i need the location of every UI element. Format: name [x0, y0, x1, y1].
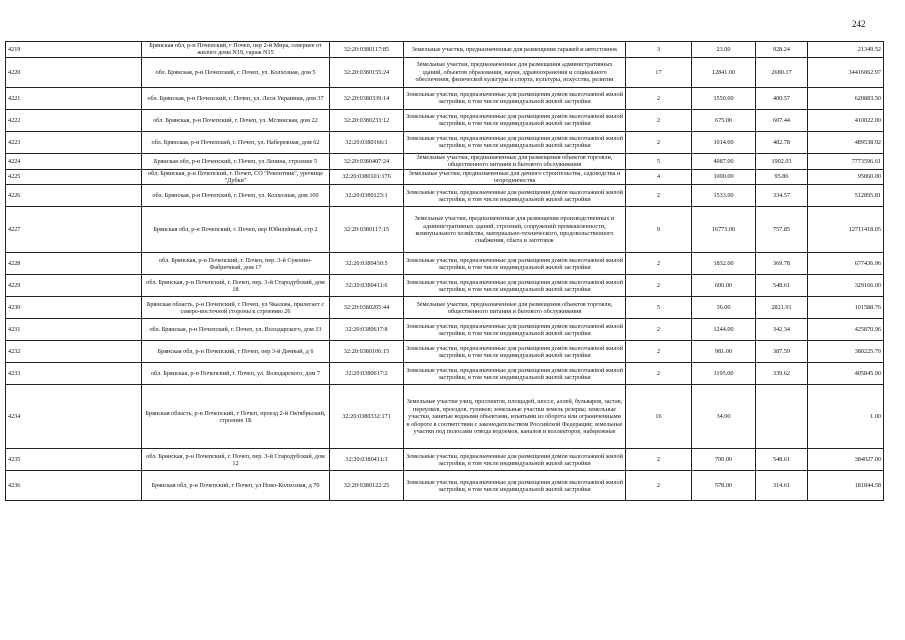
cadastral-value-cell: 181844.58: [808, 471, 884, 501]
record-number: 4223: [6, 131, 142, 153]
cadastral-number-cell: 32:20:0380430:5: [330, 253, 404, 275]
land-use-cell: Земельные участки, предназначенные для размещения гаражей и автостоянок: [404, 42, 626, 58]
area-cell: 1014.00: [692, 131, 756, 153]
address-cell: обл. Брянская, р-н Почепский, г. Почеп, ул. Мглинская, дом 22: [142, 109, 330, 131]
address-cell: Брянская область, р-н Почепский, г Почеп, проезд 2-й Октябрьский, строение 1Б: [142, 385, 330, 449]
use-group-cell: 2: [626, 363, 692, 385]
land-use-cell: Земельные участки, предназначенные для размещения домов малоэтажной жилой застройки, в том числе индивидуальной жилой застройки: [404, 275, 626, 297]
land-use-cell: Земельные участки, предназначенные для размещения производственных и административных зданий, строений, сооружений промышленности, коммунального хозяйства, материально-технического, продовольственного снабжения, сбыта и заготовок: [404, 207, 626, 253]
cadastral-number-cell: 32:20:0380332:171: [330, 385, 404, 449]
record-number: 4219: [6, 42, 142, 58]
area-cell: 34.00: [692, 385, 756, 449]
cadastral-number-cell: 32:20:0380117:85: [330, 42, 404, 58]
use-group-cell: 2: [626, 109, 692, 131]
unit-value-cell: 548.61: [756, 275, 808, 297]
record-number: 4229: [6, 275, 142, 297]
use-group-cell: 2: [626, 471, 692, 501]
unit-value-cell: 95.86: [756, 169, 808, 185]
address-cell: обл. Брянская, р-н Почепский, г. Почеп, пер. 3-й Стародубский, дом 12: [142, 449, 330, 471]
table-row: [6, 185, 884, 207]
use-group-cell: 2: [626, 131, 692, 153]
cadastral-number-cell: 32:20:0380166:1: [330, 131, 404, 153]
cadastral-value-cell: 620883.50: [808, 87, 884, 109]
unit-value-cell: 342.34: [756, 319, 808, 341]
use-group-cell: 2: [626, 185, 692, 207]
use-group-cell: 2: [626, 87, 692, 109]
table-row: [6, 42, 884, 58]
unit-value-cell: [756, 385, 808, 449]
area-cell: 1533.00: [692, 185, 756, 207]
use-group-cell: 3: [626, 42, 692, 58]
cadastral-number-cell: 32:20:0380617:2: [330, 363, 404, 385]
unit-value-cell: 339.62: [756, 363, 808, 385]
cadastral-number-cell: 32:20:0380617:8: [330, 319, 404, 341]
table-row: [6, 471, 884, 501]
cadastral-number-cell: 32:20:0380122:25: [330, 471, 404, 501]
area-cell: 1550.00: [692, 87, 756, 109]
table-row: [6, 131, 884, 153]
use-group-cell: 2: [626, 253, 692, 275]
cadastral-value-cell: 95860.00: [808, 169, 884, 185]
record-number: 4233: [6, 363, 142, 385]
address-cell: Брянская обл, р-н Почепский, г Почеп, пер 3-й Дачный, д 6: [142, 341, 330, 363]
record-number: 4222: [6, 109, 142, 131]
cadastral-value-cell: 512895.81: [808, 185, 884, 207]
unit-value-cell: 400.57: [756, 87, 808, 109]
address-cell: обл. Брянская, р-н Почепский, г. Почеп, пер. 3-й Суконно-Фабричный, дом 17: [142, 253, 330, 275]
table-row: [6, 275, 884, 297]
record-number: 4236: [6, 471, 142, 501]
table-row: [6, 385, 884, 449]
table-row: [6, 153, 884, 169]
address-cell: обл. Брянская, р-н Почепский, г. Почеп, ул. Леси Украинки, дом 37: [142, 87, 330, 109]
unit-value-cell: 482.78: [756, 131, 808, 153]
land-use-cell: Земельные участки, предназначенные для размещения домов малоэтажной жилой застройки, в том числе индивидуальной жилой застройки: [404, 363, 626, 385]
record-number: 4226: [6, 185, 142, 207]
cadastral-number-cell: 32:20:0380233:12: [330, 109, 404, 131]
area-cell: 4087.00: [692, 153, 756, 169]
address-cell: Брянская обл, р-н Почепский, г Почеп, ул Ново-Колхозная, д 70: [142, 471, 330, 501]
cadastral-number-cell: 32:20:0380411:6: [330, 275, 404, 297]
area-cell: 578.00: [692, 471, 756, 501]
area-cell: 675.00: [692, 109, 756, 131]
record-number: 4225: [6, 169, 142, 185]
table-row: [6, 87, 884, 109]
cadastral-value-cell: 101588.76: [808, 297, 884, 319]
area-cell: 1195.00: [692, 363, 756, 385]
land-use-cell: Земельные участки, предназначенные для размещения домов малоэтажной жилой застройки, в том числе индивидуальной жилой застройки: [404, 185, 626, 207]
record-number: 4221: [6, 87, 142, 109]
cadastral-number-cell: 32:20:0380205:44: [330, 297, 404, 319]
address-cell: обл. Брянская, р-н Почепский, г. Почеп, ул. Володарского, дом 7: [142, 363, 330, 385]
land-use-cell: Земельные участки, предназначенные для размещения домов малоэтажной жилой застройки, в том числе индивидуальной жилой застройки: [404, 449, 626, 471]
land-use-cell: Земельные участки, предназначенные для дачного строительства, садоводства и огородничества: [404, 169, 626, 185]
use-group-cell: 4: [626, 169, 692, 185]
record-number: 4235: [6, 449, 142, 471]
land-use-cell: Земельные участки, предназначенные для размещения домов малоэтажной жилой застройки, в том числе индивидуальной жилой застройки: [404, 109, 626, 131]
land-use-cell: Земельные участки, предназначенные для размещения объектов торговли, общественного питания и бытового обслуживания: [404, 297, 626, 319]
area-cell: 1244.00: [692, 319, 756, 341]
cadastral-value-cell: 12711418.05: [808, 207, 884, 253]
area-cell: 1832.00: [692, 253, 756, 275]
land-use-cell: Земельные участки, предназначенные для размещения домов малоэтажной жилой застройки, в том числе индивидуальной жилой застройки: [404, 131, 626, 153]
cadastral-value-cell: 405845.90: [808, 363, 884, 385]
table-row: [6, 449, 884, 471]
cadastral-value-cell: 425870.96: [808, 319, 884, 341]
record-number: 4224: [6, 153, 142, 169]
unit-value-cell: 387.59: [756, 341, 808, 363]
cadastral-value-cell: 7773596.61: [808, 153, 884, 169]
area-cell: 16773.00: [692, 207, 756, 253]
land-use-cell: Земельные участки, предназначенные для размещения домов малоэтажной жилой застройки, в том числе индивидуальной жилой застройки: [404, 471, 626, 501]
unit-value-cell: 314.61: [756, 471, 808, 501]
address-cell: обл. Брянская, р-н Почепский, г. Почеп, ул. Колхозная, дом 5: [142, 57, 330, 87]
cadastral-number-cell: 32:20:0380339:14: [330, 87, 404, 109]
cadastral-value-cell: 329166.00: [808, 275, 884, 297]
table-row: [6, 297, 884, 319]
land-use-cell: Земельные участки, предназначенные для размещения домов малоэтажной жилой застройки, в том числе индивидуальной жилой застройки: [404, 319, 626, 341]
cadastral-number-cell: 32:20:0380407:24: [330, 153, 404, 169]
cadastral-number-cell: 32:20:0380123:1: [330, 185, 404, 207]
record-number: 4230: [6, 297, 142, 319]
table-row: [6, 207, 884, 253]
cadastral-number-cell: 32:20:0380117:15: [330, 207, 404, 253]
use-group-cell: 5: [626, 297, 692, 319]
use-group-cell: 9: [626, 207, 692, 253]
cadastral-value-cell: 410022.00: [808, 109, 884, 131]
record-number: 4231: [6, 319, 142, 341]
cadastral-number-cell: 32:20:0380106:15: [330, 341, 404, 363]
address-cell: обл. Брянская, р-н Почепский, г. Почеп, ул. Набережная, дом 62: [142, 131, 330, 153]
area-cell: 23.00: [692, 42, 756, 58]
record-number: 4220: [6, 57, 142, 87]
cadastral-value-cell: 380225.79: [808, 341, 884, 363]
use-group-cell: 17: [626, 57, 692, 87]
address-cell: обл. Брянская, р-н Почепский, г. Почеп, ул. Колхозная, дом 100: [142, 185, 330, 207]
record-number: 4234: [6, 385, 142, 449]
address-cell: Брянская обл, р-н Почепский, г Почеп, пер 2-й Мира, севернее от жилого дома N19, гараж N15: [142, 42, 330, 58]
address-cell: Брянская обл, р-н Почепский, г. Почеп, ул Ленина, строение 5: [142, 153, 330, 169]
area-cell: 981.00: [692, 341, 756, 363]
cadastral-number-cell: 32:20:0380101:176: [330, 169, 404, 185]
land-use-cell: Земельные участки улиц, проспектов, площадей, шоссе, аллей, бульваров, застав, переулков, проездов, тупиков; земельные участки земель резерва; земельные участки, занятые водными объектами, изъятыми из оборота или ограниченными в обороте в соответствии с законодательством Российской Федерации; земельные участки под полосами отвода водоемов, каналов и коллекторов, набережные: [404, 385, 626, 449]
land-use-cell: Земельные участки, предназначенные для размещения домов малоэтажной жилой застройки, в том числе индивидуальной жилой застройки: [404, 253, 626, 275]
unit-value-cell: 369.78: [756, 253, 808, 275]
unit-value-cell: 607.44: [756, 109, 808, 131]
table-row: [6, 109, 884, 131]
use-group-cell: 2: [626, 275, 692, 297]
use-group-cell: 2: [626, 319, 692, 341]
cadastral-value-cell: 489538.92: [808, 131, 884, 153]
address-cell: Брянская обл, р-н Почепский, г. Почеп, пер Юбилейный, стр 2: [142, 207, 330, 253]
cadastral-number-cell: 32:20:0380411:3: [330, 449, 404, 471]
area-cell: 12841.00: [692, 57, 756, 87]
unit-value-cell: 928.24: [756, 42, 808, 58]
unit-value-cell: 548.61: [756, 449, 808, 471]
address-cell: обл. Брянская, р-н Почепский, г. Почеп, СО "Реконтпик", урочище "Дубки": [142, 169, 330, 185]
use-group-cell: 2: [626, 449, 692, 471]
table-row: [6, 57, 884, 87]
land-use-cell: Земельные участки, предназначенные для размещения объектов торговли, общественного питания и бытового обслуживания: [404, 153, 626, 169]
cadastral-value-cell: 1.00: [808, 385, 884, 449]
record-number: 4228: [6, 253, 142, 275]
use-group-cell: 5: [626, 153, 692, 169]
land-use-cell: Земельные участки, предназначенные для размещения административных зданий, объектов образования, науки, здравоохранения и социального обеспечения, физической культуры и спорта, культуры, искусства, религии: [404, 57, 626, 87]
use-group-cell: 2: [626, 341, 692, 363]
use-group-cell: 16: [626, 385, 692, 449]
address-cell: Брянская область, р-н Почепский, г Почеп, ул Чкалова, прилегает с северо-восточной стороны к строению 26: [142, 297, 330, 319]
address-cell: обл. Брянская, р-н Почепский, г. Почеп, пер. 3-й Стародубский, дом 18: [142, 275, 330, 297]
record-number: 4227: [6, 207, 142, 253]
table-row: [6, 341, 884, 363]
unit-value-cell: 2821.91: [756, 297, 808, 319]
unit-value-cell: 1902.03: [756, 153, 808, 169]
area-cell: 700.00: [692, 449, 756, 471]
table-row: [6, 253, 884, 275]
cadastral-number-cell: 32:20:0380155:24: [330, 57, 404, 87]
unit-value-cell: 334.57: [756, 185, 808, 207]
area-cell: 1000.00: [692, 169, 756, 185]
unit-value-cell: 757.85: [756, 207, 808, 253]
address-cell: обл. Брянская, р-н Почепский, г. Почеп, ул. Володарского, дом 13: [142, 319, 330, 341]
table-row: [6, 169, 884, 185]
cadastral-value-cell: 34416062.97: [808, 57, 884, 87]
land-use-cell: Земельные участки, предназначенные для размещения домов малоэтажной жилой застройки, в том числе индивидуальной жилой застройки: [404, 87, 626, 109]
land-registry-table: [5, 41, 884, 501]
page-number: 242: [852, 19, 866, 29]
land-use-cell: Земельные участки, предназначенные для размещения домов малоэтажной жилой застройки, в том числе индивидуальной жилой застройки: [404, 341, 626, 363]
unit-value-cell: 2680.17: [756, 57, 808, 87]
table-row: [6, 319, 884, 341]
table-body: [6, 42, 884, 501]
cadastral-value-cell: 384027.00: [808, 449, 884, 471]
cadastral-value-cell: 677436.96: [808, 253, 884, 275]
table-row: [6, 363, 884, 385]
cadastral-value-cell: 21349.52: [808, 42, 884, 58]
area-cell: 36.00: [692, 297, 756, 319]
record-number: 4232: [6, 341, 142, 363]
area-cell: 600.00: [692, 275, 756, 297]
